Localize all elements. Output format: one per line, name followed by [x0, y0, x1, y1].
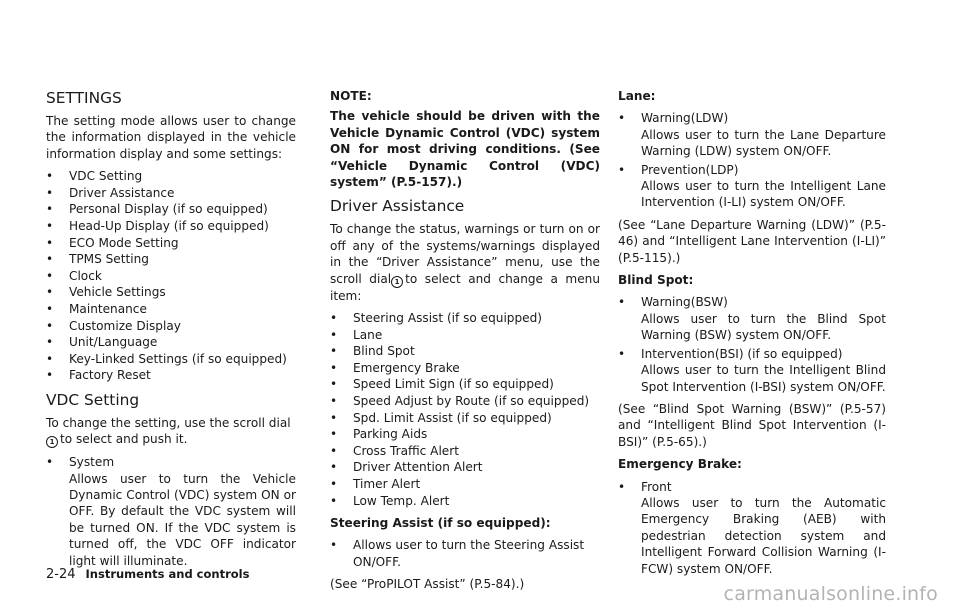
- note-label: NOTE:: [330, 89, 372, 103]
- list-item: • Head-Up Display (if so equipped): [46, 219, 269, 233]
- list-item: • Speed Limit Sign (if so equipped): [330, 377, 554, 392]
- list-item: • Allows user to turn the Steering Assist ON/OFF.: [330, 538, 585, 569]
- steering-assist-list: [330, 537, 600, 570]
- bullet-icon: •: [330, 410, 338, 425]
- driver-assistance-list: [330, 310, 600, 509]
- list-item: • Clock: [46, 268, 102, 283]
- list-item: • Driver Assistance: [46, 185, 175, 200]
- page-number: 2-24: [46, 567, 76, 582]
- bullet-icon: •: [330, 344, 338, 359]
- list-item: • Factory Reset: [46, 368, 151, 383]
- list-item: • Prevention(LDP) Allows user to turn the Intelligent Lane Intervention (I-LI) system ON/OFF.: [618, 162, 886, 210]
- column-left: [46, 88, 296, 575]
- bullet-icon: •: [618, 111, 626, 126]
- lane-see: (See “Lane Departure Warning (LDW)” (P.5-46) and “Intelligent Lane Intervention (I-LI)” (P.5-115).): [618, 217, 886, 265]
- bullet-icon: •: [330, 443, 338, 458]
- note-text: The vehicle should be driven with the Vehicle Dynamic Control (VDC) system ON for most driving conditions. (See “Vehicle Dynamic Control (VDC) system” (P.5-157).): [330, 109, 600, 190]
- bullet-icon: •: [618, 479, 626, 494]
- ldp-description: Allows user to turn the Intelligent Lane Intervention (I-LI) system ON/OFF.: [641, 179, 886, 210]
- list-item: • Timer Alert: [330, 477, 421, 491]
- list-item: • Lane: [330, 327, 383, 342]
- bullet-icon: •: [330, 327, 338, 342]
- emergency-brake-heading: Emergency Brake:: [618, 457, 742, 472]
- list-item: • Vehicle Settings: [46, 285, 166, 300]
- list-item: • Personal Display (if so equipped): [46, 202, 268, 217]
- list-item: • Emergency Brake: [330, 360, 460, 375]
- watermark: carmanualsonline.info: [723, 583, 938, 605]
- bullet-icon: •: [46, 219, 54, 233]
- column-middle: [330, 88, 600, 599]
- list-item: • Parking Aids: [330, 427, 428, 442]
- scroll-dial-icon: 1: [391, 276, 403, 288]
- bullet-icon: •: [46, 268, 54, 283]
- list-item: • Blind Spot: [330, 344, 415, 359]
- ldw-description: Allows user to turn the Lane Departure Warning (LDW) system ON/OFF.: [641, 127, 886, 159]
- bullet-icon: •: [330, 394, 338, 409]
- list-item: • Front Allows user to turn the Automatic Emergency Braking (AEB) with pedestrian detection system and Intelligent Forward Collision Warning (I-FCW) system ON/OFF.: [618, 479, 886, 576]
- bullet-icon: •: [330, 538, 338, 553]
- scroll-dial-icon: 1: [46, 436, 58, 448]
- emergency-brake-options: [618, 479, 886, 577]
- bsi-description: Allows user to turn the Intelligent Blind Spot Intervention (I-BSI) system ON/OFF.: [641, 363, 886, 394]
- front-description: Allows user to turn the Automatic Emergency Braking (AEB) with pedestrian detection system and Intelligent Forward Collision Warning (I-FCW) system ON/OFF.: [641, 495, 886, 576]
- bsw-description: Allows user to turn the Blind Spot Warning (BSW) system ON/OFF.: [641, 311, 886, 343]
- list-item: • Key-Linked Settings (if so equipped): [46, 351, 287, 366]
- driver-assistance-heading: Driver Assistance: [330, 197, 465, 216]
- vdc-options: [46, 454, 296, 569]
- blind-spot-options: [618, 294, 886, 394]
- bullet-icon: •: [46, 252, 54, 267]
- bullet-icon: •: [46, 169, 54, 184]
- bullet-icon: •: [330, 460, 338, 475]
- bullet-icon: •: [46, 185, 54, 200]
- bullet-icon: •: [330, 427, 338, 442]
- column-right: [618, 88, 886, 583]
- bullet-icon: •: [46, 235, 54, 250]
- lane-options: [618, 110, 886, 210]
- list-item: • Intervention(BSI) (if so equipped) Allows user to turn the Intelligent Blind Spot Intervention (I-BSI) system ON/OFF.: [618, 346, 886, 394]
- system-description: Allows user to turn the Vehicle Dynamic Control (VDC) system ON or OFF. By default the VDC system will be turned ON. If the VDC system is turned off, the VDC OFF indicator light will illuminate.: [69, 471, 296, 568]
- bullet-icon: •: [330, 377, 338, 392]
- vdc-setting-heading: VDC Setting: [46, 390, 140, 409]
- bullet-icon: •: [330, 311, 338, 326]
- list-item: • Maintenance: [46, 301, 147, 316]
- list-item: • ECO Mode Setting: [46, 235, 179, 250]
- list-item: • Spd. Limit Assist (if so equipped): [330, 410, 552, 425]
- bullet-icon: •: [330, 477, 338, 491]
- list-item: • Steering Assist (if so equipped): [330, 311, 542, 326]
- list-item: • Warning(BSW) Allows user to turn the Blind Spot Warning (BSW) system ON/OFF.: [618, 295, 886, 343]
- list-item: • TPMS Setting: [46, 252, 149, 267]
- steering-assist-see: (See “ProPILOT Assist” (P.5-84).): [330, 577, 525, 592]
- settings-heading: SETTINGS: [46, 89, 122, 107]
- bullet-icon: •: [46, 285, 54, 300]
- list-item: • Unit/Language: [46, 335, 158, 350]
- list-item: • VDC Setting: [46, 169, 143, 184]
- bullet-icon: •: [46, 202, 54, 217]
- bullet-icon: •: [330, 493, 338, 508]
- vdc-intro: To change the setting, use the scroll dial 1 to select and push it.: [46, 415, 291, 447]
- bullet-icon: •: [330, 360, 338, 375]
- list-item: • Cross Traffic Alert: [330, 443, 459, 458]
- bullet-icon: •: [618, 295, 626, 310]
- bullet-icon: •: [46, 368, 54, 383]
- bullet-icon: •: [46, 351, 54, 366]
- bullet-icon: •: [46, 318, 54, 333]
- settings-intro: The setting mode allows user to change the information displayed in the vehicle information display and some settings:: [46, 114, 296, 161]
- page-footer: [46, 566, 249, 583]
- driver-assistance-intro: To change the status, warnings or turn on or off any of the systems/warnings displayed in the “Driver Assistance” menu, use the scroll dial 1 to select and change a menu item:: [330, 222, 600, 303]
- list-item: • Driver Attention Alert: [330, 460, 483, 475]
- lane-heading: Lane:: [618, 89, 656, 103]
- bullet-icon: •: [46, 301, 54, 316]
- bullet-icon: •: [618, 162, 626, 177]
- list-item: • System Allows user to turn the Vehicle Dynamic Control (VDC) system ON or OFF. By default the VDC system will be turned ON. If the VDC system is turned off, the VDC OFF indicator light will illuminate.: [46, 455, 296, 568]
- steering-assist-heading: Steering Assist (if so equipped):: [330, 516, 551, 530]
- settings-list: [46, 168, 296, 384]
- blind-spot-heading: Blind Spot:: [618, 273, 694, 288]
- bullet-icon: •: [46, 455, 54, 470]
- bullet-icon: •: [46, 335, 54, 350]
- list-item: • Warning(LDW) Allows user to turn the Lane Departure Warning (LDW) system ON/OFF.: [618, 111, 886, 159]
- list-item: • Speed Adjust by Route (if so equipped): [330, 394, 590, 409]
- list-item: • Customize Display: [46, 318, 181, 333]
- section-name: Instruments and controls: [85, 567, 250, 581]
- blind-spot-see: (See “Blind Spot Warning (BSW)” (P.5-57) and “Intelligent Blind Spot Intervention (I-BSI)” (P.5-65).): [618, 401, 886, 449]
- list-item: • Low Temp. Alert: [330, 493, 450, 508]
- bullet-icon: •: [618, 346, 626, 361]
